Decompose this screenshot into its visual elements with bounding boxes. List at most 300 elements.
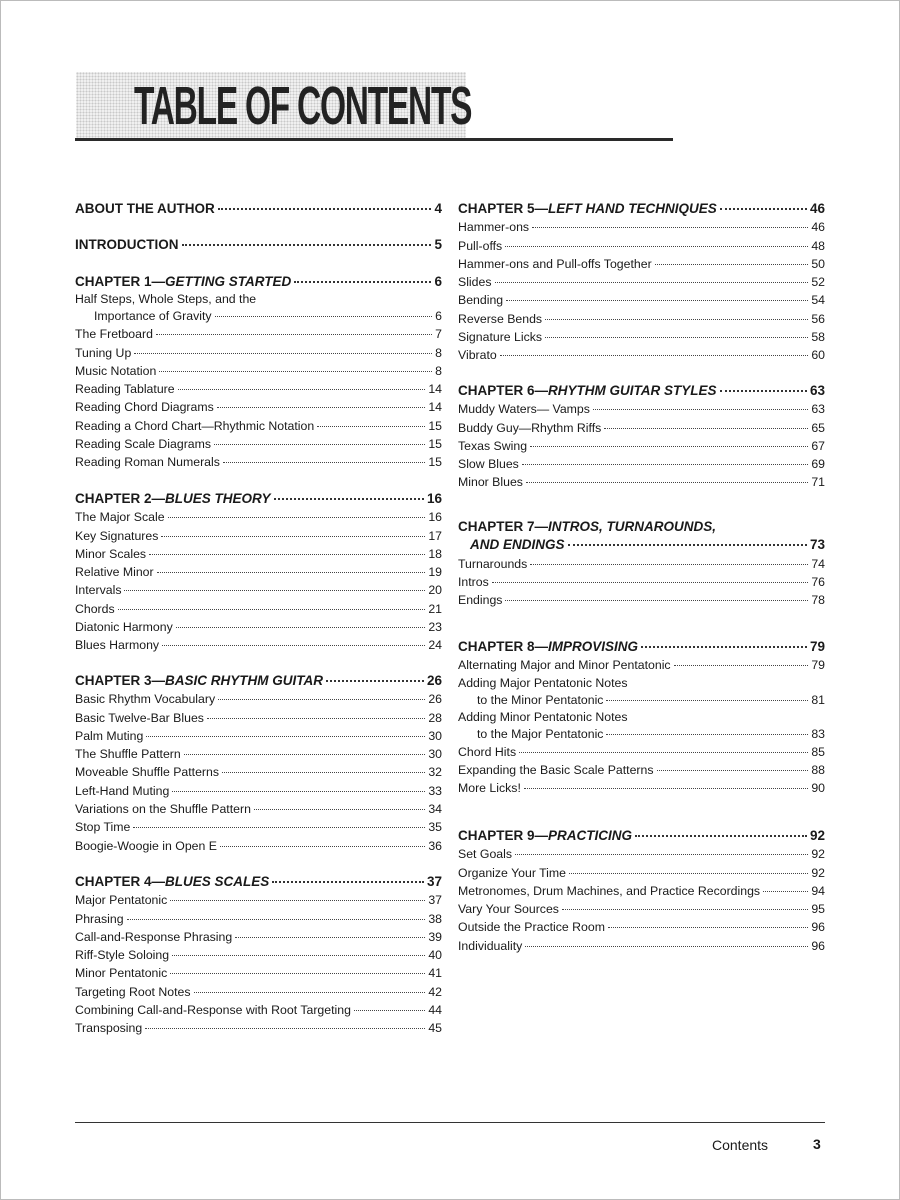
dot-leader [519, 752, 808, 753]
toc-entry [458, 918, 825, 936]
entry-page-number: 65 [811, 420, 825, 435]
chapter-heading [75, 873, 442, 891]
entry-page-number: 14 [428, 400, 442, 415]
chapter-title: BASIC RHYTHM GUITAR [165, 673, 324, 688]
dot-leader [149, 554, 425, 555]
toc-entry [75, 380, 442, 398]
entry-title: The Major Scale [75, 510, 165, 525]
toc-entry [458, 864, 825, 882]
entry-title-continued: Importance of Gravity [94, 309, 212, 324]
dot-leader [218, 208, 432, 210]
entry-page-number: 8 [435, 363, 442, 378]
chapter-title-continued: AND ENDINGS [470, 537, 565, 553]
dot-leader [608, 927, 808, 928]
dot-leader [354, 1010, 425, 1011]
entry-title: Reading Tablature [75, 382, 175, 397]
entry-page-number: 85 [811, 744, 825, 759]
toc-entry [75, 727, 442, 745]
toc-entry [75, 398, 442, 416]
entry-page-number: 92 [811, 847, 825, 862]
toc-entry [75, 745, 442, 763]
entry-title: Phrasing [75, 911, 124, 926]
entry-page-number: 74 [811, 556, 825, 571]
entry-title: Metronomes, Drum Machines, and Practice Recordings [458, 883, 761, 898]
toc-entry [458, 328, 825, 346]
entry-page-number: 30 [428, 747, 442, 762]
chapter-page-number: 37 [426, 874, 442, 889]
toc-entry [458, 273, 825, 291]
entry-title: Key Signatures [75, 528, 159, 543]
entry-title: Boogie-Woogie in Open E [75, 838, 217, 853]
footer-rule [75, 1122, 825, 1123]
toc-entry [75, 417, 442, 435]
dot-leader [156, 334, 432, 335]
chapter-prefix: INTRODUCTION [75, 237, 179, 252]
entry-title: Intervals [75, 583, 122, 598]
footer-page-number: 3 [813, 1136, 821, 1152]
toc-chapter [75, 873, 442, 1038]
chapter-page-number: 4 [434, 201, 442, 216]
entry-title: Alternating Major and Minor Pentatonic [458, 658, 671, 673]
toc-entry [458, 419, 825, 437]
toc-entry [75, 508, 442, 526]
toc-entry [458, 310, 825, 328]
entry-title: Chords [75, 601, 115, 616]
dot-leader [500, 355, 809, 356]
dot-leader [545, 337, 808, 338]
chapter-heading [75, 490, 442, 508]
chapter-title: IMPROVISING [548, 639, 639, 654]
toc-entry [458, 675, 825, 709]
chapter-prefix: CHAPTER 3— [75, 673, 166, 688]
entry-title-line2 [458, 692, 825, 709]
toc-entry [75, 782, 442, 800]
dot-leader [317, 426, 425, 427]
toc-entry [458, 779, 825, 797]
toc-chapter [458, 638, 825, 797]
dot-leader [525, 946, 808, 947]
entry-title: Buddy Guy—Rhythm Riffs [458, 420, 602, 435]
toc-entry [75, 983, 442, 1001]
dot-leader [606, 734, 808, 735]
dot-leader [214, 444, 425, 445]
entry-title-line1: Half Steps, Whole Steps, and the [75, 292, 257, 307]
entry-title: Reading Scale Diagrams [75, 437, 212, 452]
dot-leader [184, 754, 426, 755]
chapter-page-number: 5 [434, 237, 442, 252]
entry-title: Reading Chord Diagrams [75, 400, 214, 415]
dot-leader [157, 572, 426, 573]
dot-leader [161, 536, 425, 537]
dot-leader [145, 1028, 425, 1029]
toc-entry [75, 545, 442, 563]
chapter-label [75, 236, 179, 254]
dot-leader [133, 827, 425, 828]
entry-page-number: 76 [811, 574, 825, 589]
entry-page-number: 88 [811, 762, 825, 777]
chapter-label [458, 827, 632, 845]
dot-leader [220, 846, 425, 847]
toc-entry [458, 882, 825, 900]
toc-entry [458, 656, 825, 674]
entry-title: Endings [458, 593, 503, 608]
entry-title: More Licks! [458, 781, 521, 796]
entry-title: Texas Swing [458, 438, 528, 453]
toc-entry [75, 291, 442, 325]
toc-entry [75, 964, 442, 982]
entry-page-number: 8 [435, 345, 442, 360]
chapter-label [458, 638, 638, 656]
entry-page-number: 48 [811, 238, 825, 253]
dot-leader [532, 227, 808, 228]
footer-label: Contents [712, 1137, 769, 1153]
entry-title: Bending [458, 293, 504, 308]
entry-title: Set Goals [458, 847, 512, 862]
entry-page-number: 15 [428, 418, 442, 433]
entry-page-number: 39 [428, 929, 442, 944]
entry-title: Palm Muting [75, 728, 144, 743]
chapter-label [75, 490, 271, 508]
toc-entry [75, 435, 442, 453]
entry-page-number: 40 [428, 948, 442, 963]
toc-entry [458, 400, 825, 418]
dot-leader [604, 428, 808, 429]
entry-title: Basic Rhythm Vocabulary [75, 692, 216, 707]
toc-entry [75, 690, 442, 708]
entry-page-number: 44 [428, 1003, 442, 1018]
toc-entry [458, 237, 825, 255]
dot-leader [655, 264, 809, 265]
entry-page-number: 36 [428, 838, 442, 853]
dot-leader [274, 498, 424, 500]
entry-page-number: 71 [811, 475, 825, 490]
dot-leader [176, 627, 426, 628]
chapter-prefix: ABOUT THE AUTHOR [75, 201, 215, 216]
dot-leader [127, 919, 426, 920]
entry-title: Riff-Style Soloing [75, 948, 170, 963]
entry-page-number: 63 [811, 402, 825, 417]
toc-entry [458, 761, 825, 779]
chapter-page-number: 79 [809, 639, 825, 654]
toc-entry [75, 453, 442, 471]
dot-leader [168, 517, 426, 518]
dot-leader [182, 244, 432, 246]
entry-page-number: 38 [428, 911, 442, 926]
entry-title: Reverse Bends [458, 311, 543, 326]
entry-title: Slides [458, 275, 492, 290]
entry-page-number: 83 [811, 726, 825, 741]
entry-page-number: 42 [428, 984, 442, 999]
entry-title: Vary Your Sources [458, 902, 559, 917]
dot-leader [657, 770, 809, 771]
chapter-heading [458, 518, 825, 555]
chapter-label [75, 873, 269, 891]
entry-title: Tuning Up [75, 345, 132, 360]
chapter-heading [75, 273, 442, 291]
entry-page-number: 15 [428, 437, 442, 452]
dot-leader [720, 208, 807, 210]
chapter-page-number: 26 [426, 673, 442, 688]
chapter-heading-line1 [458, 518, 825, 536]
entry-page-number: 79 [811, 658, 825, 673]
toc-entry [458, 709, 825, 743]
toc-entry [75, 581, 442, 599]
chapter-heading [458, 382, 825, 400]
dot-leader [218, 699, 425, 700]
dot-leader [162, 645, 425, 646]
dot-leader [569, 873, 808, 874]
entry-title-continued: to the Major Pentatonic [477, 726, 604, 741]
dot-leader [505, 246, 808, 247]
entry-title: The Shuffle Pattern [75, 747, 181, 762]
entry-page-number: 19 [428, 565, 442, 580]
toc-entry [458, 591, 825, 609]
entry-page-number: 56 [811, 311, 825, 326]
toc-entry [75, 527, 442, 545]
chapter-page-number: 92 [809, 828, 825, 843]
toc-entry [458, 937, 825, 955]
entry-page-number: 32 [428, 765, 442, 780]
chapter-label [75, 273, 291, 291]
toc-chapter [458, 382, 825, 492]
entry-page-number: 96 [811, 920, 825, 935]
toc-entry [75, 563, 442, 581]
entry-title-line2 [458, 726, 825, 743]
toc-entry [75, 891, 442, 909]
entry-title: Intros [458, 574, 489, 589]
toc-entry [458, 455, 825, 473]
entry-page-number: 15 [428, 455, 442, 470]
entry-title: Muddy Waters— Vamps [458, 402, 590, 417]
entry-page-number: 58 [811, 330, 825, 345]
entry-title: Hammer-ons and Pull-offs Together [458, 256, 652, 271]
toc-entry [75, 709, 442, 727]
dot-leader [235, 937, 425, 938]
toc-entry [458, 573, 825, 591]
title-rule [75, 138, 673, 141]
chapter-label [75, 672, 323, 690]
dot-leader [606, 700, 808, 701]
dot-leader [118, 609, 426, 610]
dot-leader [495, 282, 809, 283]
chapter-title: BLUES THEORY [165, 491, 271, 506]
toc-entry [75, 636, 442, 654]
chapter-title: RHYTHM GUITAR STYLES [548, 383, 717, 398]
entry-title: Signature Licks [458, 330, 543, 345]
chapter-prefix: CHAPTER 2— [75, 491, 166, 506]
chapter-heading [458, 200, 825, 218]
entry-page-number: 95 [811, 902, 825, 917]
chapter-heading-line2 [458, 536, 825, 554]
toc-chapter [458, 827, 825, 955]
entry-page-number: 60 [811, 348, 825, 363]
entry-page-number: 54 [811, 293, 825, 308]
entry-page-number: 30 [428, 728, 442, 743]
toc-entry [75, 763, 442, 781]
dot-leader [294, 281, 431, 283]
toc-chapter [75, 672, 442, 855]
chapter-label [75, 200, 215, 218]
entry-title-line1: Adding Minor Pentatonic Notes [458, 709, 628, 724]
chapter-prefix: CHAPTER 6— [458, 383, 549, 398]
chapter-prefix: CHAPTER 5— [458, 201, 549, 216]
toc-chapter [458, 518, 825, 609]
toc-entry [458, 900, 825, 918]
toc-entry [75, 928, 442, 946]
entry-page-number: 33 [428, 783, 442, 798]
chapter-title: BLUES SCALES [165, 874, 270, 889]
dot-leader [215, 316, 433, 317]
toc-chapter [75, 200, 442, 218]
entry-title: Diatonic Harmony [75, 620, 173, 635]
toc-entry [458, 473, 825, 491]
dot-leader [530, 564, 808, 565]
entry-title: Transposing [75, 1021, 143, 1036]
dot-leader [524, 788, 808, 789]
chapter-heading [458, 827, 825, 845]
toc-entry [458, 437, 825, 455]
entry-page-number: 7 [435, 327, 442, 342]
entry-title: Reading Roman Numerals [75, 455, 220, 470]
entry-title-line1: Adding Major Pentatonic Notes [458, 675, 628, 690]
dot-leader [526, 482, 808, 483]
chapter-label [458, 200, 717, 218]
dot-leader [172, 791, 425, 792]
toc-entry [75, 837, 442, 855]
toc-entry [458, 291, 825, 309]
entry-title: Targeting Root Notes [75, 984, 191, 999]
entry-title: Music Notation [75, 363, 157, 378]
entry-title: Relative Minor [75, 565, 154, 580]
dot-leader [254, 809, 425, 810]
entry-page-number: 94 [811, 883, 825, 898]
chapter-prefix: CHAPTER 7— [458, 519, 549, 534]
chapter-page-number: 16 [426, 491, 442, 506]
toc-entry [75, 362, 442, 380]
toc-entry [75, 325, 442, 343]
chapter-page-number: 63 [809, 383, 825, 398]
dot-leader [146, 736, 425, 737]
entry-page-number: 69 [811, 457, 825, 472]
dot-leader [222, 772, 425, 773]
toc-chapter [458, 200, 825, 365]
chapter-page-number: 6 [434, 274, 442, 289]
entry-title: Outside the Practice Room [458, 920, 605, 935]
dot-leader [134, 353, 432, 354]
entry-page-number: 92 [811, 865, 825, 880]
entry-page-number: 18 [428, 546, 442, 561]
dot-leader [530, 446, 808, 447]
dot-leader [515, 854, 808, 855]
toc-entry [458, 346, 825, 364]
chapter-heading [75, 672, 442, 690]
dot-leader [492, 582, 809, 583]
entry-title: Chord Hits [458, 744, 517, 759]
entry-title: Reading a Chord Chart—Rhythmic Notation [75, 418, 315, 433]
toc-entry [75, 344, 442, 362]
entry-page-number: 78 [811, 593, 825, 608]
dot-leader [674, 665, 809, 666]
chapter-title: GETTING STARTED [165, 274, 292, 289]
entry-title: Major Pentatonic [75, 893, 168, 908]
chapter-prefix: CHAPTER 9— [458, 828, 549, 843]
dot-leader [505, 600, 808, 601]
entry-page-number: 34 [428, 802, 442, 817]
dot-leader [223, 462, 425, 463]
dot-leader [506, 300, 808, 301]
entry-title: Expanding the Basic Scale Patterns [458, 762, 654, 777]
entry-page-number: 23 [428, 620, 442, 635]
toc-chapter [75, 273, 442, 472]
toc-entry [75, 1001, 442, 1019]
chapter-prefix: CHAPTER 1— [75, 274, 166, 289]
dot-leader [326, 680, 424, 682]
chapter-heading [75, 236, 442, 254]
entry-page-number: 35 [428, 820, 442, 835]
entry-title: Turnarounds [458, 556, 528, 571]
toc-entry [458, 555, 825, 573]
entry-page-number: 52 [811, 275, 825, 290]
entry-page-number: 26 [428, 692, 442, 707]
entry-page-number: 6 [435, 309, 442, 324]
toc-entry [75, 618, 442, 636]
chapter-title: INTROS, TURNAROUNDS, [548, 519, 717, 534]
entry-page-number: 46 [811, 220, 825, 235]
dot-leader [194, 992, 426, 993]
toc-chapter [75, 236, 442, 254]
dot-leader [568, 544, 807, 546]
chapter-page-number: 46 [809, 201, 825, 216]
entry-page-number: 67 [811, 438, 825, 453]
chapter-label [458, 382, 717, 400]
entry-title: Individuality [458, 938, 523, 953]
dot-leader [272, 881, 424, 883]
dot-leader [562, 909, 808, 910]
entry-page-number: 37 [428, 893, 442, 908]
entry-title: Organize Your Time [458, 865, 566, 880]
entry-page-number: 96 [811, 938, 825, 953]
chapter-title: LEFT HAND TECHNIQUES [548, 201, 717, 216]
toc-entry [75, 800, 442, 818]
dot-leader [593, 409, 808, 410]
entry-title-line2 [75, 308, 442, 325]
dot-leader [178, 389, 426, 390]
chapter-title: PRACTICING [548, 828, 633, 843]
entry-title: Variations on the Shuffle Pattern [75, 802, 251, 817]
toc-entry [458, 743, 825, 761]
dot-leader [172, 955, 425, 956]
entry-title: Vibrato [458, 348, 497, 363]
entry-page-number: 50 [811, 256, 825, 271]
entry-title: Slow Blues [458, 457, 519, 472]
entry-page-number: 81 [811, 692, 825, 707]
toc-entry [75, 818, 442, 836]
dot-leader [207, 718, 425, 719]
dot-leader [170, 973, 425, 974]
entry-title: Minor Pentatonic [75, 966, 168, 981]
entry-title: Left-Hand Muting [75, 783, 170, 798]
entry-title: Stop Time [75, 820, 131, 835]
entry-page-number: 17 [428, 528, 442, 543]
entry-page-number: 28 [428, 710, 442, 725]
dot-leader [124, 590, 425, 591]
chapter-heading [75, 200, 442, 218]
dot-leader [720, 390, 807, 392]
toc-entry [458, 255, 825, 273]
entry-title: Combining Call-and-Response with Root Targeting [75, 1003, 351, 1018]
entry-page-number: 41 [428, 966, 442, 981]
page-title: TABLE OF CONTENTS [134, 76, 472, 136]
